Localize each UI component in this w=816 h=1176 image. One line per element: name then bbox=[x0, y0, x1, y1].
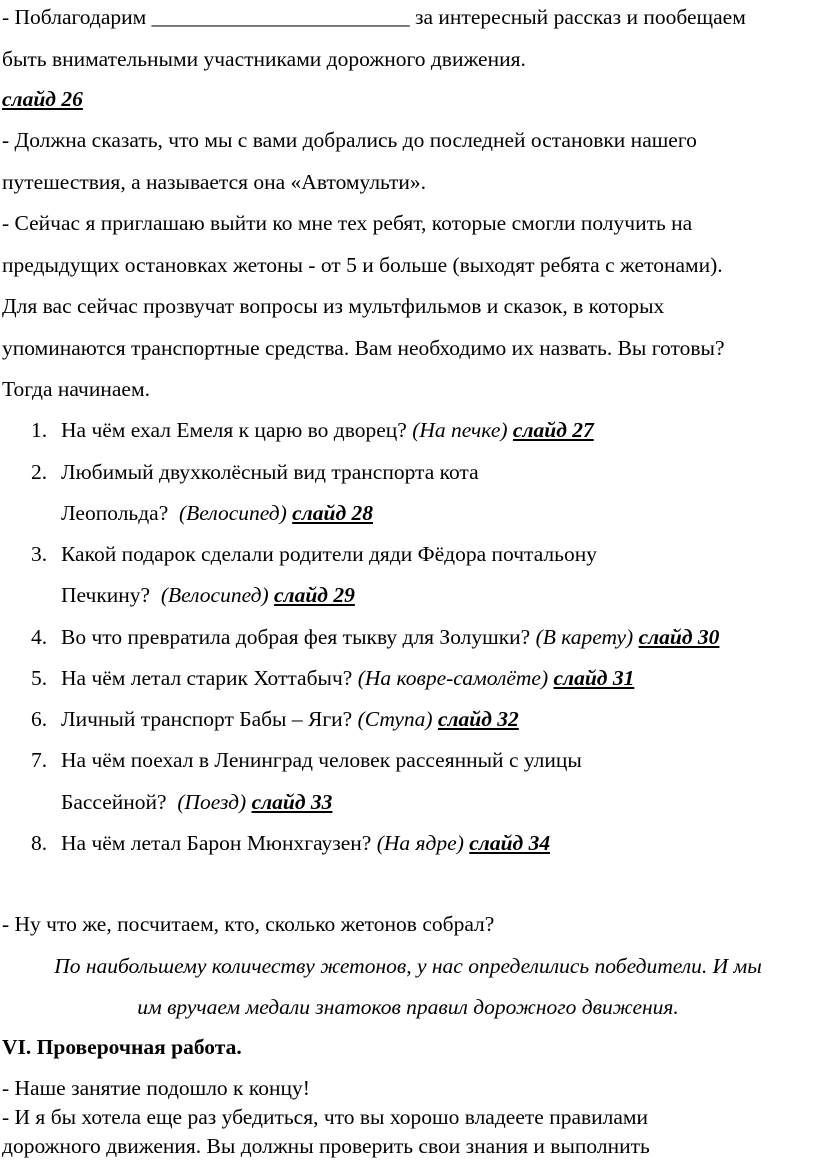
list-item-continuation bbox=[61, 582, 355, 609]
answer-text: (На печке) bbox=[412, 418, 508, 442]
blank-line: ________________________ bbox=[151, 5, 410, 29]
text: - Поблагодарим bbox=[2, 5, 152, 29]
list-item bbox=[61, 665, 634, 692]
list-item bbox=[61, 830, 550, 857]
section-heading: VI. Проверочная работа. bbox=[2, 1035, 242, 1059]
list-number: 2. bbox=[31, 460, 48, 484]
question-text: На чём ехал Емеля к царю во дворец? bbox=[61, 418, 413, 442]
question-text: Во что превратила добрая фея тыкву для Золушки? bbox=[61, 625, 536, 649]
invite-line-1: - Сейчас я приглашаю выйти ко мне тех ребят, которые смогли получить на bbox=[2, 211, 693, 235]
slide-label: слайд 28 bbox=[292, 501, 373, 525]
invite-line-2: предыдущих остановках жетоны - от 5 и больше (выходят ребята с жетонами). bbox=[2, 253, 723, 277]
closing-line-1: - Наше занятие подошло к концу! bbox=[2, 1076, 310, 1100]
winners-line-1: По наибольшему количеству жетонов, у нас определились победители. И мы bbox=[54, 954, 762, 978]
list-number: 6. bbox=[31, 707, 48, 731]
question-text: Печкину? bbox=[61, 583, 161, 607]
slide-26-label: слайд 26 bbox=[2, 87, 83, 111]
answer-text: (Поезд) bbox=[177, 790, 247, 814]
answer-text: (Ступа) bbox=[357, 707, 433, 731]
answer-text: (На ковре-самолёте) bbox=[357, 666, 549, 690]
list-item: Любимый двухколёсный вид транспорта кота bbox=[61, 460, 479, 484]
list-number: 5. bbox=[31, 666, 48, 690]
slide-label: слайд 27 bbox=[512, 418, 594, 442]
text: за интересный рассказ и пообещаем bbox=[409, 5, 746, 29]
question-text: Бассейной? bbox=[61, 790, 178, 814]
invite-line-5: Тогда начинаем. bbox=[2, 377, 150, 401]
question-text: Личный транспорт Бабы – Яги? bbox=[61, 707, 358, 731]
stop-line-2: путешествия, а называется она «Автомульти». bbox=[2, 170, 427, 194]
list-item-continuation bbox=[61, 500, 373, 527]
slide-label: слайд 30 bbox=[638, 625, 720, 649]
thanks-line-2: быть внимательными участниками дорожного движения. bbox=[2, 47, 526, 71]
list-number: 8. bbox=[31, 831, 48, 855]
list-item-continuation bbox=[61, 789, 332, 816]
list-item bbox=[61, 706, 519, 733]
answer-text: (Велосипед) bbox=[160, 583, 269, 607]
list-number: 7. bbox=[31, 748, 48, 772]
count-line: - Ну что же, посчитаем, кто, сколько жетонов собрал? bbox=[2, 912, 495, 936]
answer-text: (В карету) bbox=[535, 625, 634, 649]
question-text: На чём летал старик Хоттабыч? bbox=[61, 666, 358, 690]
list-item bbox=[61, 624, 719, 651]
list-item: На чём поехал в Ленинград человек рассеянный с улицы bbox=[61, 748, 582, 772]
list-number: 4. bbox=[31, 625, 48, 649]
invite-line-4: упоминаются транспортные средства. Вам необходимо их назвать. Вы готовы? bbox=[2, 336, 725, 360]
closing-line-2: - И я бы хотела еще раз убедиться, что вы хорошо владеете правилами bbox=[2, 1105, 649, 1129]
list-item bbox=[61, 417, 594, 444]
slide-label: слайд 29 bbox=[274, 583, 355, 607]
invite-line-3: Для вас сейчас прозвучат вопросы из мультфильмов и сказок, в которых bbox=[2, 294, 665, 318]
answer-text: (На ядре) bbox=[376, 831, 464, 855]
question-text: Леопольда? bbox=[61, 501, 180, 525]
list-item: Какой подарок сделали родители дяди Фёдора почтальону bbox=[61, 542, 597, 566]
question-text: На чём летал Барон Мюнхгаузен? bbox=[61, 831, 377, 855]
list-number: 1. bbox=[31, 418, 48, 442]
list-number: 3. bbox=[31, 542, 48, 566]
slide-label: слайд 31 bbox=[553, 666, 635, 690]
winners-line-2: им вручаем медали знатоков правил дорожного движения. bbox=[137, 995, 679, 1019]
answer-text: (Велосипед) bbox=[179, 501, 287, 525]
slide-label: слайд 33 bbox=[251, 790, 333, 814]
closing-line-3: дорожного движения. Вы должны проверить свои знания и выполнить bbox=[2, 1134, 650, 1158]
slide-label: слайд 32 bbox=[437, 707, 519, 731]
stop-line-1: - Должна сказать, что мы с вами добрались до последней остановки нашего bbox=[2, 128, 697, 152]
slide-label: слайд 34 bbox=[469, 831, 551, 855]
thanks-line-1 bbox=[2, 4, 746, 31]
